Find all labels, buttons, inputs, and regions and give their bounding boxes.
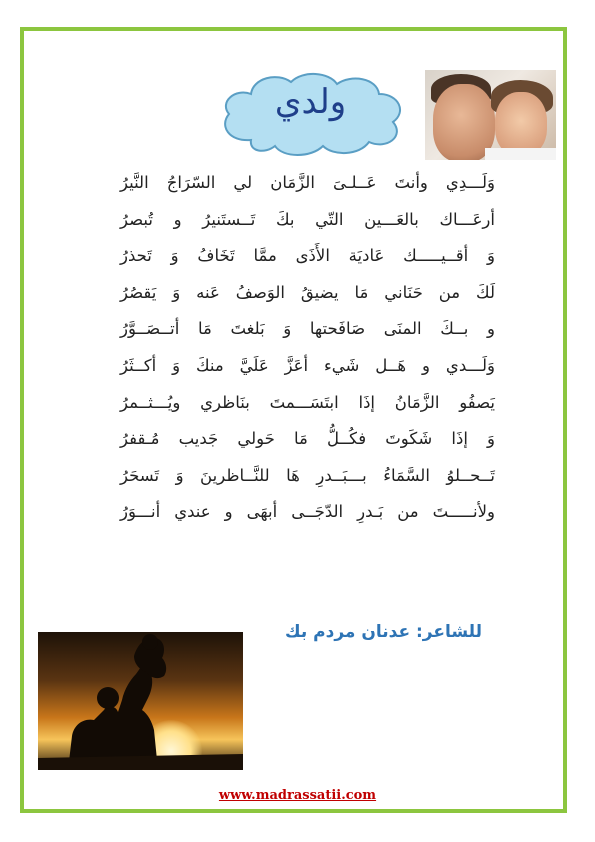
father-son-photo	[425, 70, 556, 160]
silhouette-father-child-sunset-photo	[38, 632, 243, 770]
poem-line: ولأنـــــتَ من بَـدرِ الدّجَــى أبهَى و عندي أنـــوَرُ	[120, 502, 495, 522]
poem-line: وَلَـــدي و هَــل شَيء أعَزَّ عَلَيَّ منكَ وَ أكــثَرُ	[120, 355, 495, 375]
poem-line: وَ إذَا شَكَوتَ فكُــلُّ مَا حَولي جَديب مُـقفرُ	[120, 429, 495, 449]
poem-body	[120, 165, 495, 531]
poem-line: أرعَـــاك بالعَـــين التّي بكَ تَــستَنيرُ و تُبصرُ	[120, 209, 495, 229]
page-title: ولدي	[274, 82, 347, 122]
website-link[interactable]: www.madrassatii.com	[218, 788, 377, 803]
poem-line: يَصفُو الزَّمَانُ إذَا ابتَسَـــمتَ بنَاظري ويُـــثــمرُ	[120, 392, 495, 412]
poem-line: وَلَـــدِي وأنتَ عَــلـىَ الزَّمَان لي السّرَاجُ النَّيرُ	[120, 173, 495, 192]
poem-line: لَكَ من حَنَاني مَا يضيقُ الوَصفُ عَنه وَ يَقصُرُ	[120, 282, 495, 302]
poem-line: تَــحــلوُ السَّمَاءُ بـــبَــدرِ هَا للنَّــاظرينَ وَ تَسحَرُ	[120, 465, 495, 485]
poem-line: وَ أقــيـــــك عَاديَة الأَذَى ممَّا تَخَافُ وَ تَحذرُ	[120, 246, 495, 266]
poet-credit: للشاعر: عدنان مردم بك	[285, 622, 482, 642]
poem-line: و بــكَ المنَى صَافَحتها وَ بَلغتَ مَا أتــصَــوَّرُ	[120, 319, 495, 339]
